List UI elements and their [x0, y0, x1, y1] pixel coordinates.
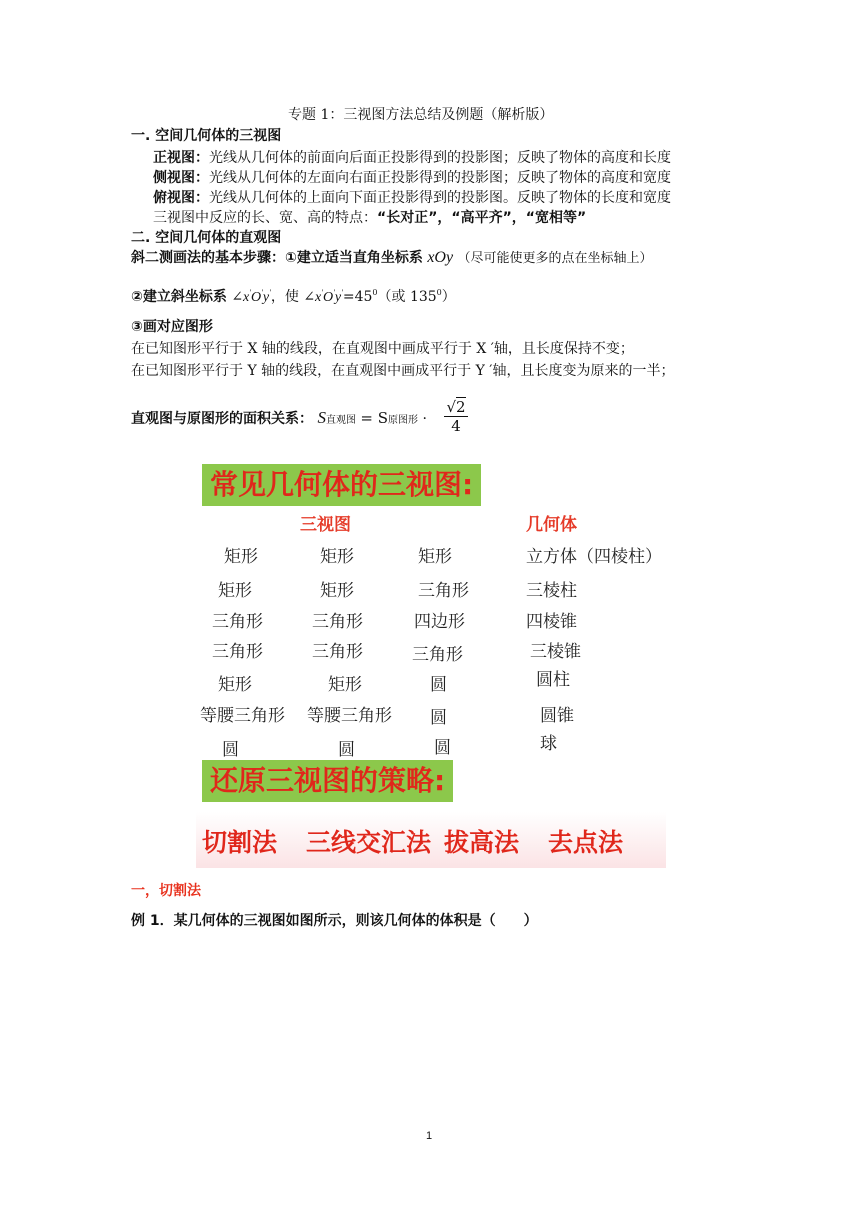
- area-numerator: 2: [456, 398, 466, 416]
- top-view-line: [153, 189, 671, 207]
- row2-v2: 矩形: [320, 581, 354, 601]
- row7-v3: 圆: [434, 738, 451, 758]
- row2-v1: 矩形: [218, 581, 252, 601]
- page-title: 专题 1：三视图方法总结及例题（解析版）: [288, 107, 554, 123]
- row6-v2: 等腰三角形: [307, 706, 392, 726]
- area-s: S: [317, 408, 326, 427]
- area-fraction: √2 4: [444, 398, 468, 435]
- row2-v3: 三角形: [418, 581, 469, 601]
- angle-symbol-2: ∠x′O′y′: [303, 288, 343, 305]
- step-2-comma: ，使: [270, 289, 299, 305]
- top-view-text: 光线从几何体的上面向下面正投影得到的投影图。反映了物体的长度和宽度: [209, 190, 671, 206]
- row1-solid: 立方体（四棱柱）: [526, 547, 662, 567]
- row2-solid: 三棱柱: [526, 581, 577, 601]
- row1-v1: 矩形: [224, 547, 258, 567]
- section-heading-1: 一. 空间几何体的三视图: [131, 128, 282, 144]
- method-three-lines: 三线交汇法: [306, 828, 432, 857]
- row6-v1: 等腰三角形: [200, 706, 285, 726]
- row1-v2: 矩形: [320, 547, 354, 567]
- side-view-text: 光线从几何体的左面向右面正投影得到的投影图；反映了物体的高度和宽度: [209, 170, 671, 186]
- row4-v1: 三角形: [212, 642, 263, 662]
- front-view-text: 光线从几何体的前面向后面正投影得到的投影图；反映了物体的高度和长度: [209, 150, 671, 166]
- row5-v3: 圆: [430, 675, 447, 695]
- method-cutting: 切割法: [202, 828, 278, 857]
- row7-v2: 圆: [338, 740, 355, 760]
- row4-v2: 三角形: [312, 642, 363, 662]
- methods-bar: [196, 812, 666, 868]
- cutting-method-heading: 一，切割法: [131, 883, 201, 899]
- step-1-note: （尽可能使更多的点在坐标轴上）: [457, 251, 653, 266]
- row3-v2: 三角形: [312, 612, 363, 632]
- row5-solid: 圆柱: [536, 670, 570, 690]
- row3-v3: 四边形: [414, 612, 465, 632]
- top-view-label: 俯视图：: [153, 190, 209, 206]
- method-raise-height: 拔高法: [444, 828, 520, 857]
- step-2-text: ②建立斜坐标系: [131, 289, 227, 305]
- row7-solid: 球: [540, 734, 557, 754]
- strategy-banner: 还原三视图的策略:: [202, 760, 453, 802]
- area-line: 直观图与原图形的面积关系： S直观图 = S原图形 ·: [131, 408, 427, 427]
- area-denominator: 4: [451, 417, 461, 435]
- angle-symbol-1: ∠x′O′y′: [231, 288, 271, 305]
- row5-v2: 矩形: [328, 675, 362, 695]
- row6-v3: 圆: [430, 708, 447, 728]
- three-view-table-image: [196, 456, 666, 868]
- features-text: 三视图中反应的长、宽、高的特点：: [153, 210, 377, 226]
- row5-v1: 矩形: [218, 675, 252, 695]
- step-2-alt: （或 135: [377, 289, 437, 305]
- step-1: [131, 249, 653, 268]
- area-sub-2: 原图形: [388, 415, 419, 426]
- step-2-eq: =45: [342, 289, 373, 305]
- features-line: [153, 209, 586, 227]
- step-1-math: xOy: [427, 249, 454, 266]
- step-2-close: ）: [441, 289, 456, 305]
- front-view-label: 正视图：: [153, 150, 209, 166]
- area-sub-1: 直观图: [325, 415, 356, 426]
- area-label: 直观图与原图形的面积关系：: [131, 411, 313, 427]
- features-rule: “长对正”，“高平齐”，“宽相等”: [377, 210, 587, 226]
- front-view-line: [153, 149, 671, 167]
- row1-v3: 矩形: [418, 547, 452, 567]
- rule-y: 在已知图形平行于 Y 轴的线段，在直观图中画成平行于 Y ′轴，且长度变为原来的一半；: [131, 363, 675, 379]
- row4-v3: 三角形: [412, 645, 463, 665]
- rule-x: 在已知图形平行于 X 轴的线段，在直观图中画成平行于 X ′轴，且长度保持不变；: [131, 341, 634, 357]
- side-view-line: [153, 169, 671, 187]
- page-number: 1: [426, 1130, 433, 1142]
- row7-v1: 圆: [222, 740, 239, 760]
- header-views: 三视图: [300, 515, 351, 535]
- row3-solid: 四棱锥: [526, 612, 577, 632]
- side-view-label: 侧视图：: [153, 170, 209, 186]
- area-eq: = S: [360, 409, 389, 427]
- row6-solid: 圆锥: [540, 706, 574, 726]
- step-3: ③画对应图形: [131, 319, 213, 335]
- row4-solid: 三棱锥: [530, 642, 581, 662]
- common-solids-banner: 常见几何体的三视图:: [202, 464, 481, 506]
- step-2: ②建立斜坐标系 ∠x′O′y′，使 $\angle x'O'y'=45^0$（或 $135^0$）: [131, 288, 456, 305]
- method-remove-points: 去点法: [548, 828, 624, 857]
- section-heading-2: 二. 空间几何体的直观图: [131, 230, 282, 246]
- example-1: 例 1．某几何体的三视图如图所示，则该几何体的体积是（ ）: [131, 913, 538, 929]
- header-solid: 几何体: [526, 515, 577, 535]
- step-1-text: 斜二测画法的基本步骤：①建立适当直角坐标系: [131, 250, 423, 266]
- row3-v1: 三角形: [212, 612, 263, 632]
